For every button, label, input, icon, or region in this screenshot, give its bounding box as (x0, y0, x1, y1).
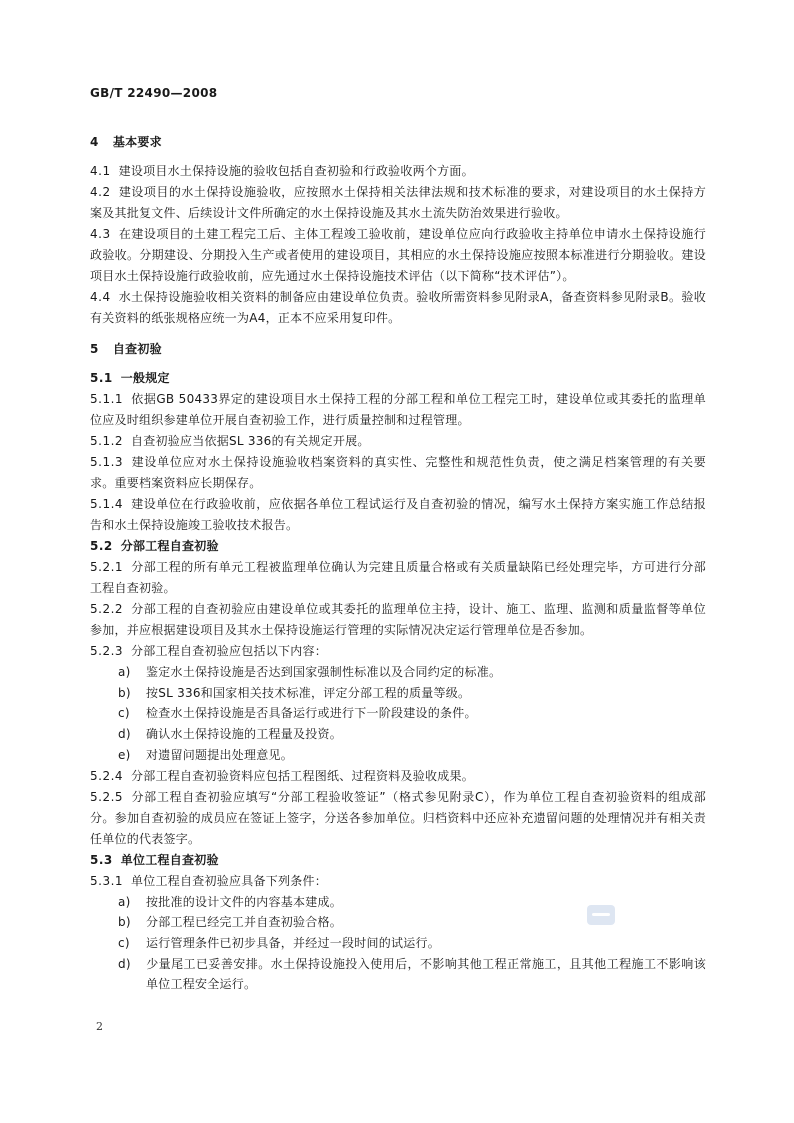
clause (90, 389, 706, 431)
clause-text: 自查初验应当依据SL 336的有关规定开展。 (131, 434, 370, 448)
clause-number: 5.1.3 (90, 455, 124, 469)
list-item (90, 933, 706, 954)
list-item (90, 724, 706, 745)
list-marker: b) (118, 915, 131, 930)
clause (90, 766, 706, 787)
clause (90, 161, 706, 182)
section-title: 单位工程自查初验 (120, 852, 219, 867)
clause (90, 599, 706, 641)
sac-logo-icon (587, 905, 615, 925)
clause-text: 水土保持设施验收相关资料的制备应由建设单位负责。验收所需资料参见附录A，备查资料参见附录B。验收有关资料的纸张规格应统一为A4，正本不应采用复印件。 (90, 290, 706, 325)
clause-number: 5.3.1 (90, 873, 124, 888)
list-marker: a) (118, 665, 131, 679)
clause-number: 5.2.3 (90, 644, 124, 658)
clause-number: 5.2.4 (90, 768, 124, 783)
clause-number: 5.2.5 (90, 789, 124, 804)
list-item-text: 按批准的设计文件的内容基本建成。 (146, 894, 343, 909)
clause (90, 431, 706, 452)
list-item-text: 鉴定水土保持设施是否达到国家强制性标准以及合同约定的标准。 (146, 665, 502, 679)
document-header: GB/T 22490—2008 (90, 86, 218, 100)
list-item-text: 分部工程已经完工并自查初验合格。 (146, 915, 343, 930)
list-marker: c) (118, 935, 130, 950)
clause (90, 557, 706, 599)
list-item-text: 对遗留问题提出处理意见。 (146, 747, 294, 762)
page-number: 2 (96, 1020, 103, 1033)
list-item (90, 745, 706, 766)
list-item (90, 703, 706, 724)
clause-text: 建设单位应对水土保持设施验收档案资料的真实性、完整性和规范性负责，使之满足档案管理的有关要求。重要档案资料应长期保存。 (90, 455, 706, 490)
section-heading (90, 850, 706, 871)
clause-number: 4.4 (90, 290, 111, 304)
chapter-number: 4 (90, 135, 99, 149)
list-item-text: 确认水土保持设施的工程量及投资。 (146, 727, 343, 742)
list-marker: c) (118, 706, 130, 721)
section-title: 分部工程自查初验 (120, 539, 219, 553)
list-marker: a) (118, 894, 131, 909)
clause-text: 分部工程的自查初验应由建设单位或其委托的监理单位主持，设计、施工、监理、监测和质量监督等单位参加，并应根据建设项目及其水土保持设施运行管理的实际情况决定运行管理单位是否参加。 (90, 602, 706, 637)
section-title: 一般规定 (120, 371, 170, 385)
clause-text: 分部工程自查初验应填写“分部工程验收签证”（格式参见附录C），作为单位工程自查初验资料的组成部分。参加自查初验的成员应在签证上签字，分送各参加单位。归档资料中还应补充遗留问题的处理情况并有相关责任单位的代表签字。 (90, 789, 706, 846)
list-item (90, 662, 706, 683)
chapter-title: 基本要求 (112, 135, 162, 149)
clause (90, 871, 706, 892)
clause-text: 建设项目水土保持设施的验收包括自查初验和行政验收两个方面。 (118, 164, 474, 178)
list-item (90, 954, 706, 995)
clause-text: 分部工程自查初验应包括以下内容： (131, 644, 328, 658)
clause (90, 224, 706, 287)
clause (90, 641, 706, 662)
clause (90, 452, 706, 494)
chapter-heading (90, 132, 706, 153)
clause (90, 787, 706, 850)
section-number: 5.2 (90, 539, 113, 553)
clause-number: 5.1.4 (90, 497, 124, 511)
clause-number: 4.3 (90, 227, 111, 241)
section-number: 5.1 (90, 371, 113, 385)
clause (90, 494, 706, 536)
list-item (90, 683, 706, 704)
clause-text: 建设单位在行政验收前，应依据各单位工程试运行及自查初验的情况，编写水土保持方案实施工作总结报告和水土保持设施竣工验收技术报告。 (90, 497, 706, 532)
clause-number: 4.2 (90, 185, 111, 199)
clause-text: 在建设项目的土建工程完工后、主体工程竣工验收前，建设单位应向行政验收主持单位申请水土保持设施行政验收。分期建设、分期投入生产或者使用的建设项目，其相应的水土保持设施应按照本标准进行分期验收。建设项目水土保持设施行政验收前，应先通过水土保持设施技术评估（以下简称“技术评估”）。 (90, 227, 706, 283)
clause-text: 建设项目的水土保持设施验收，应按照水土保持相关法律法规和技术标准的要求，对建设项目的水土保持方案及其批复文件、后续设计文件所确定的水土保持设施及其水土流失防治效果进行验收。 (90, 185, 706, 220)
list-item-text: 按SL 336和国家相关技术标准，评定分部工程的质量等级。 (146, 685, 471, 700)
section-number: 5.3 (90, 852, 113, 867)
list-item-text: 少量尾工已妥善安排。水土保持设施投入使用后，不影响其他工程正常施工，且其他工程施工不影响该单位工程安全运行。 (146, 956, 706, 992)
list-marker: b) (118, 685, 131, 700)
chapter-heading (90, 339, 706, 360)
chapter-title: 自查初验 (112, 342, 162, 356)
clause (90, 287, 706, 329)
clause-number: 5.2.1 (90, 560, 124, 574)
list-item-text: 运行管理条件已初步具备，并经过一段时间的试运行。 (146, 935, 441, 950)
clause-text: 依据GB 50433界定的建设项目水土保持工程的分部工程和单位工程完工时，建设单位或其委托的监理单位应及时组织参建单位开展自查初验工作，进行质量控制和过程管理。 (90, 392, 706, 427)
chapter-number: 5 (90, 342, 99, 356)
clause-number: 4.1 (90, 164, 111, 178)
section-heading (90, 536, 706, 557)
list-marker: d) (118, 956, 131, 971)
clause-number: 5.1.1 (90, 392, 124, 406)
clause-text: 单位工程自查初验应具备下列条件： (131, 873, 328, 888)
list-marker: e) (118, 747, 131, 762)
clause-number: 5.2.2 (90, 602, 124, 616)
clause-text: 分部工程的所有单元工程被监理单位确认为完建且质量合格或有关质量缺陷已经处理完毕，方可进行分部工程自查初验。 (90, 560, 706, 595)
clause-number: 5.1.2 (90, 434, 124, 448)
clause-text: 分部工程自查初验资料应包括工程图纸、过程资料及验收成果。 (131, 768, 475, 783)
list-item-text: 检查水土保持设施是否具备运行或进行下一阶段建设的条件。 (146, 706, 477, 721)
clause (90, 182, 706, 224)
list-marker: d) (118, 727, 131, 742)
section-heading (90, 368, 706, 389)
document-body (90, 132, 706, 995)
